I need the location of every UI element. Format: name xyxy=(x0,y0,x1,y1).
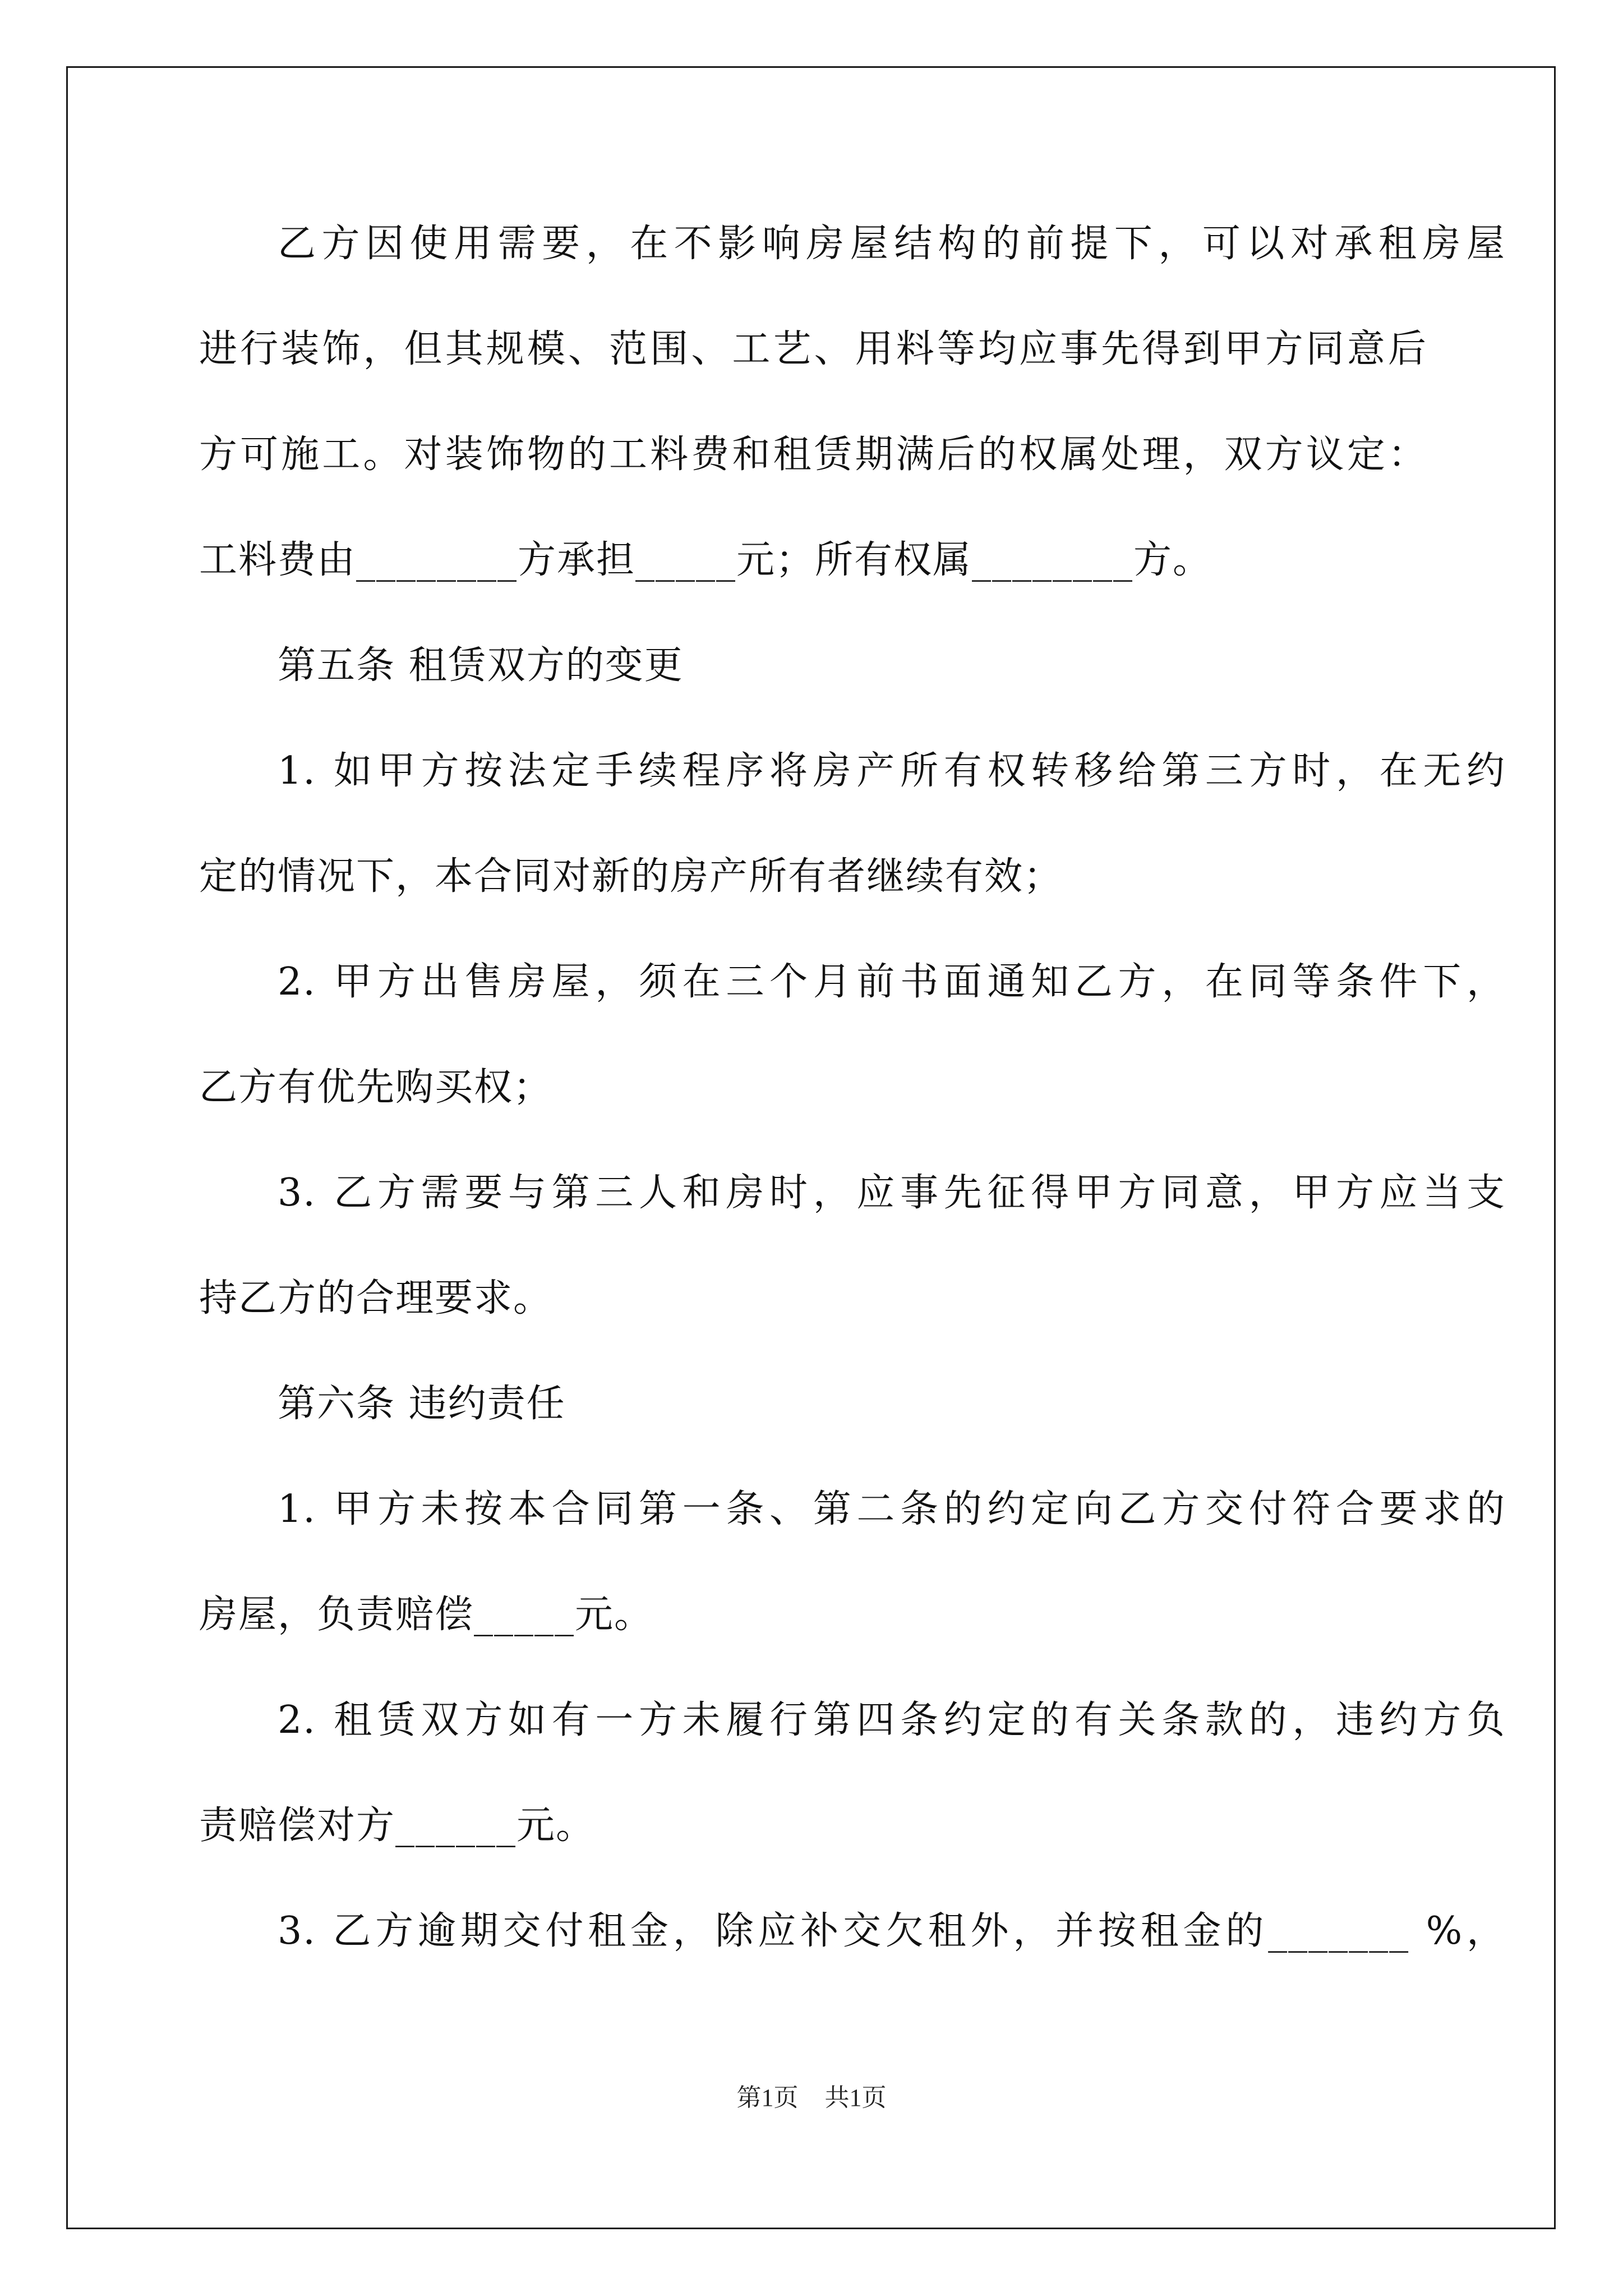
paragraph-line: 房屋，负责赔偿_____元。 xyxy=(199,1593,654,1637)
section-heading: 第六条 违约责任 xyxy=(278,1382,566,1426)
section-heading: 第五条 租赁双方的变更 xyxy=(278,643,684,688)
page-total: 共1页 xyxy=(824,2084,887,2111)
paragraph-line: 工料费由________方承担_____元；所有权属________方。 xyxy=(199,538,1212,582)
paragraph-line: 进行装饰，但其规模、范围、工艺、用料等均应事先得到甲方同意后 xyxy=(199,327,1427,371)
paragraph-line: 持乙方的合理要求。 xyxy=(199,1276,553,1320)
paragraph-line: 3. 乙方逾期交付租金，除应补交欠租外，并按租金的_______ %， xyxy=(278,1909,1506,1953)
paragraph-line: 乙方有优先购买权； xyxy=(199,1065,553,1110)
page-number: 第1页 xyxy=(736,2084,799,2111)
paragraph-line: 1. 如甲方按法定手续程序将房产所有权转移给第三方时，在无约 xyxy=(278,749,1506,793)
paragraph-line: 乙方因使用需要，在不影响房屋结构的前提下，可以对承租房屋 xyxy=(278,222,1506,266)
paragraph-line: 方可施工。对装饰物的工料费和租赁期满后的权属处理，双方议定： xyxy=(199,432,1427,477)
paragraph-line: 责赔偿对方______元。 xyxy=(199,1803,596,1848)
page-footer xyxy=(0,2081,1623,2115)
paragraph-line: 2. 租赁双方如有一方未履行第四条约定的有关条款的，违约方负 xyxy=(278,1698,1506,1742)
paragraph-line: 定的情况下，本合同对新的房产所有者继续有效； xyxy=(199,854,1063,899)
paragraph-line: 1. 甲方未按本合同第一条、第二条的约定向乙方交付符合要求的 xyxy=(278,1487,1506,1531)
paragraph-line: 3. 乙方需要与第三人和房时，应事先征得甲方同意，甲方应当支 xyxy=(278,1171,1506,1215)
paragraph-line: 2. 甲方出售房屋，须在三个月前书面通知乙方，在同等条件下， xyxy=(278,960,1506,1004)
page-border xyxy=(66,66,1556,2229)
